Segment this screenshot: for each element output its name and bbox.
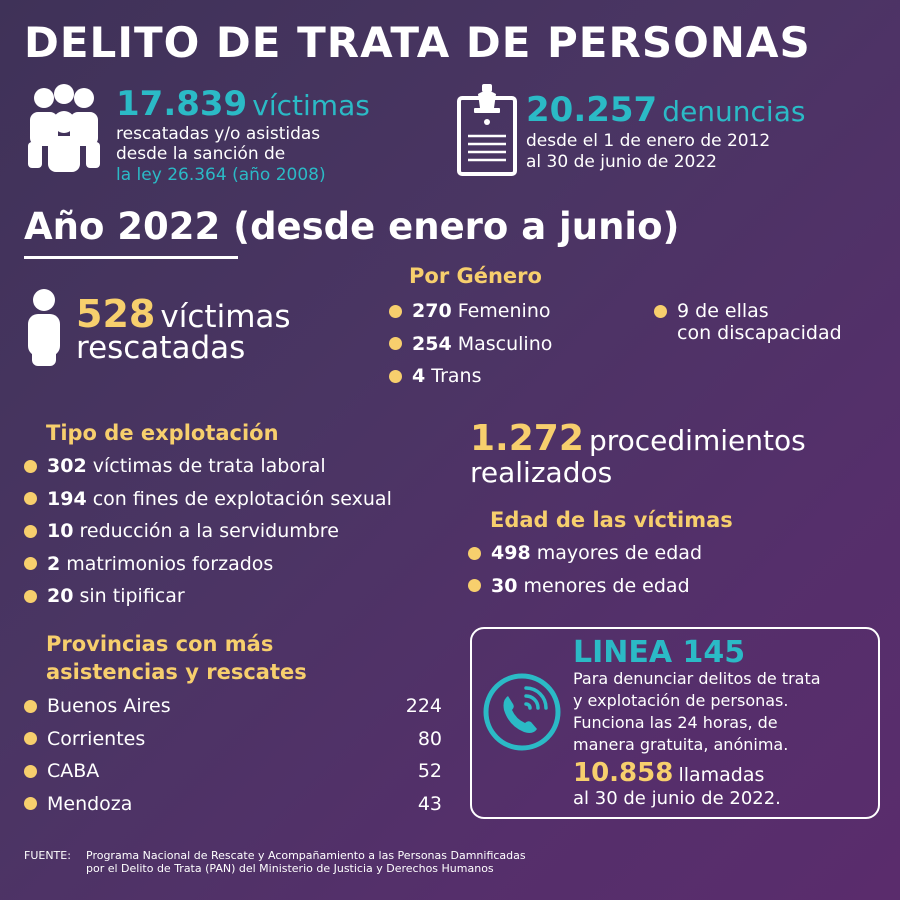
victims-total-number: 17.839 xyxy=(116,84,248,124)
phone-icon xyxy=(482,672,562,752)
group-people-icon xyxy=(24,84,104,174)
rescued-line2: rescatadas xyxy=(76,330,246,366)
year-heading xyxy=(24,205,679,248)
bullet-dot xyxy=(24,797,37,810)
source-label: FUENTE: xyxy=(24,849,71,862)
source-note xyxy=(24,849,526,875)
gender-list xyxy=(389,295,552,393)
list-item: 2 matrimonios forzados xyxy=(24,548,392,581)
bullet-dot xyxy=(24,732,37,745)
document-stamp-icon xyxy=(456,84,518,178)
year-range-label: (desde enero a junio) xyxy=(233,205,680,248)
exploitation-list xyxy=(24,450,392,613)
province-row: Corrientes 80 xyxy=(24,723,442,756)
person-icon xyxy=(24,288,64,368)
list-item: 4 Trans xyxy=(389,360,552,393)
victims-total-line3: la ley 26.364 (año 2008) xyxy=(116,165,326,185)
provinces-title-line1: Provincias con más xyxy=(46,632,274,656)
rescued-number: 528 xyxy=(76,292,156,336)
hotline-title: LINEA 145 xyxy=(573,635,746,670)
bullet-dot xyxy=(24,765,37,778)
bullet-dot xyxy=(389,370,402,383)
calls-word: llamadas xyxy=(678,764,765,786)
complaints-total-headline xyxy=(526,90,805,130)
age-list xyxy=(468,537,702,602)
bullet-dot xyxy=(654,305,667,318)
victims-total-headline xyxy=(116,84,370,124)
list-item: 302 víctimas de trata laboral xyxy=(24,450,392,483)
calls-date: al 30 de junio de 2022. xyxy=(573,788,781,809)
list-item: 30 menores de edad xyxy=(468,570,702,603)
province-row: Buenos Aires 224 xyxy=(24,690,442,723)
age-title: Edad de las víctimas xyxy=(490,508,733,532)
list-item: 20 sin tipificar xyxy=(24,580,392,613)
list-item: 194 con fines de explotación sexual xyxy=(24,483,392,516)
bullet-dot xyxy=(24,557,37,570)
rescued-word: víctimas xyxy=(160,299,291,335)
bullet-dot xyxy=(468,547,481,560)
calls-number: 10.858 xyxy=(573,758,674,788)
bullet-dot xyxy=(389,305,402,318)
victims-total-line2: desde la sanción de xyxy=(116,144,286,164)
complaints-total-word: denuncias xyxy=(662,95,806,128)
year-underline xyxy=(24,256,238,259)
complaints-total-line2: al 30 de junio de 2022 xyxy=(526,152,717,172)
provinces-list xyxy=(24,690,442,820)
complaints-total-line1: desde el 1 de enero de 2012 xyxy=(526,131,771,151)
victims-total-line1: rescatadas y/o asistidas xyxy=(116,124,321,144)
year-label: Año 2022 xyxy=(24,205,221,248)
procedures-line2: realizados xyxy=(470,456,613,489)
disability-line2: con discapacidad xyxy=(677,322,842,344)
page-title: DELITO DE TRATA DE PERSONAS xyxy=(24,18,811,67)
gender-title: Por Género xyxy=(409,264,542,288)
victims-total-word: víctimas xyxy=(252,89,370,122)
complaints-total-number: 20.257 xyxy=(526,90,658,130)
list-item: 254 Masculino xyxy=(389,328,552,361)
hotline-calls xyxy=(573,758,764,788)
bullet-dot xyxy=(24,492,37,505)
procedures-headline xyxy=(470,418,806,459)
bullet-dot xyxy=(24,700,37,713)
disability-item: 9 de ellas xyxy=(654,295,769,328)
source-line1: Programa Nacional de Rescate y Acompañamiento a las Personas Damnificadas xyxy=(86,849,526,862)
exploitation-title: Tipo de explotación xyxy=(46,421,279,445)
source-line2: por el Delito de Trata (PAN) del Ministerio de Justicia y Derechos Humanos xyxy=(86,862,494,875)
provinces-title-line2: asistencias y rescates xyxy=(46,660,307,684)
bullet-dot xyxy=(24,525,37,538)
province-row: Mendoza 43 xyxy=(24,788,442,821)
bullet-dot xyxy=(24,590,37,603)
bullet-dot xyxy=(24,460,37,473)
procedures-number: 1.272 xyxy=(470,418,584,459)
bullet-dot xyxy=(468,579,481,592)
list-item: 10 reducción a la servidumbre xyxy=(24,515,392,548)
hotline-description: Para denunciar delitos de trata y explotación de personas. Funciona las 24 horas, de manera gratuita, anónima. xyxy=(573,669,821,754)
bullet-dot xyxy=(389,337,402,350)
list-item: 270 Femenino xyxy=(389,295,552,328)
procedures-word: procedimientos xyxy=(588,424,806,457)
list-item: 498 mayores de edad xyxy=(468,537,702,570)
province-row: CABA 52 xyxy=(24,755,442,788)
